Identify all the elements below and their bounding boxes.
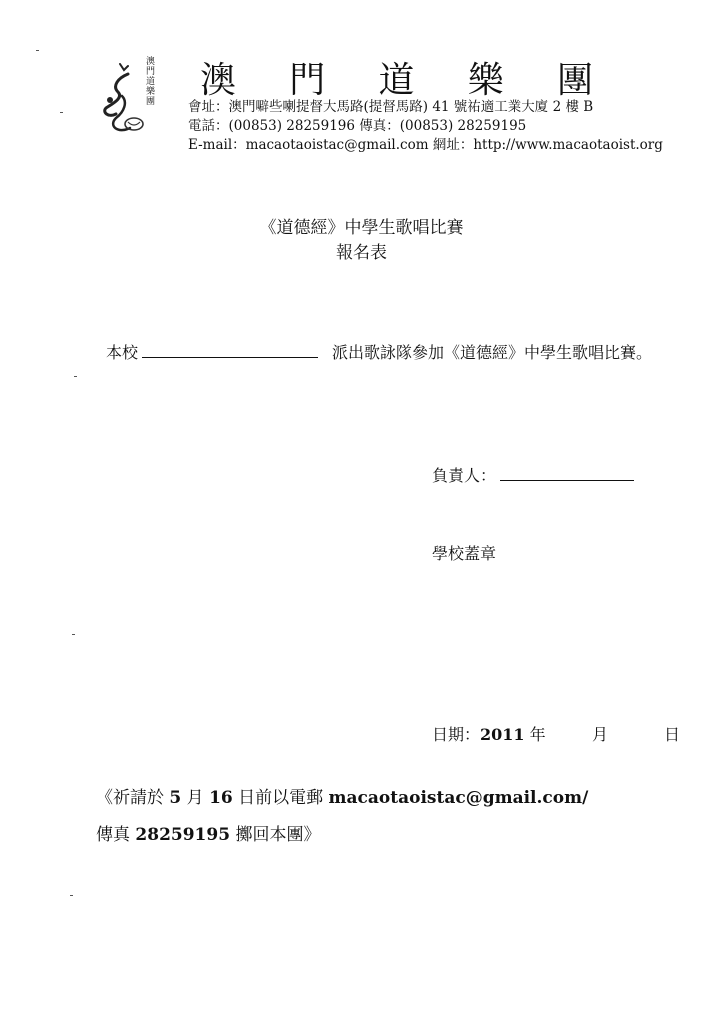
org-name-char: 道 — [378, 60, 417, 101]
note-fax-number: 28259195 — [135, 825, 231, 845]
scan-speck — [70, 895, 73, 896]
email-website-line: E-mail：macaotaoistac@gmail.com 網址：http://www.macaotaoist.org — [188, 137, 663, 153]
note-day: 16 — [209, 788, 233, 808]
note-month: 5 — [169, 788, 182, 808]
person-name-blank[interactable] — [500, 466, 634, 481]
logo-vertical-text: 澳門道樂團 — [144, 56, 154, 106]
phone-fax-line: 電話：(00853) 28259196 傳真：(00853) 28259195 — [188, 118, 527, 134]
org-name-char: 樂 — [467, 60, 506, 101]
org-name-char: 團 — [556, 60, 595, 101]
org-name-char: 澳 — [200, 60, 239, 101]
date-year: 2011 — [480, 725, 525, 744]
scan-speck — [36, 50, 39, 51]
day-unit: 日 — [664, 725, 681, 744]
note-email: macaotaoistac@gmail.com/ — [328, 788, 589, 808]
school-suffix: 派出歌詠隊參加《道德經》中學生歌唱比賽。 — [332, 343, 653, 362]
address-line: 會址：澳門噼些喇提督大馬路(提督馬路) 41 號祐適工業大廈 2 樓 B — [188, 99, 594, 115]
month-unit: 月 — [592, 725, 609, 744]
note-mid: 日前以電郵 — [238, 788, 324, 808]
school-seal-label: 學校蓋章 — [432, 544, 497, 563]
scan-speck — [60, 112, 63, 113]
note-fax-prefix: 傳真 — [96, 825, 130, 845]
form-title: 《道德經》中學生歌唱比賽 — [259, 218, 464, 238]
calligraphy-dragon-icon — [98, 56, 146, 142]
school-prefix: 本校 — [106, 343, 139, 362]
form-subtitle: 報名表 — [336, 243, 387, 263]
return-note-line-2 — [96, 820, 320, 845]
person-in-charge-line — [432, 463, 634, 486]
note-month-unit: 月 — [186, 788, 204, 808]
scan-speck — [72, 634, 75, 635]
date-line — [432, 722, 680, 745]
note-open: 《祈請於 — [96, 788, 164, 808]
year-unit: 年 — [529, 725, 546, 744]
school-entry-line — [106, 340, 652, 363]
org-name-char: 門 — [289, 60, 328, 101]
school-name-blank[interactable] — [142, 343, 318, 358]
letterhead-contact-block — [188, 98, 663, 155]
scan-speck — [74, 376, 77, 377]
return-note-line-1 — [96, 783, 588, 808]
org-name — [200, 52, 595, 103]
note-suffix: 擲回本團》 — [235, 825, 321, 845]
org-logo — [98, 56, 166, 142]
person-label: 負責人： — [432, 466, 497, 485]
date-label: 日期： — [432, 725, 481, 744]
